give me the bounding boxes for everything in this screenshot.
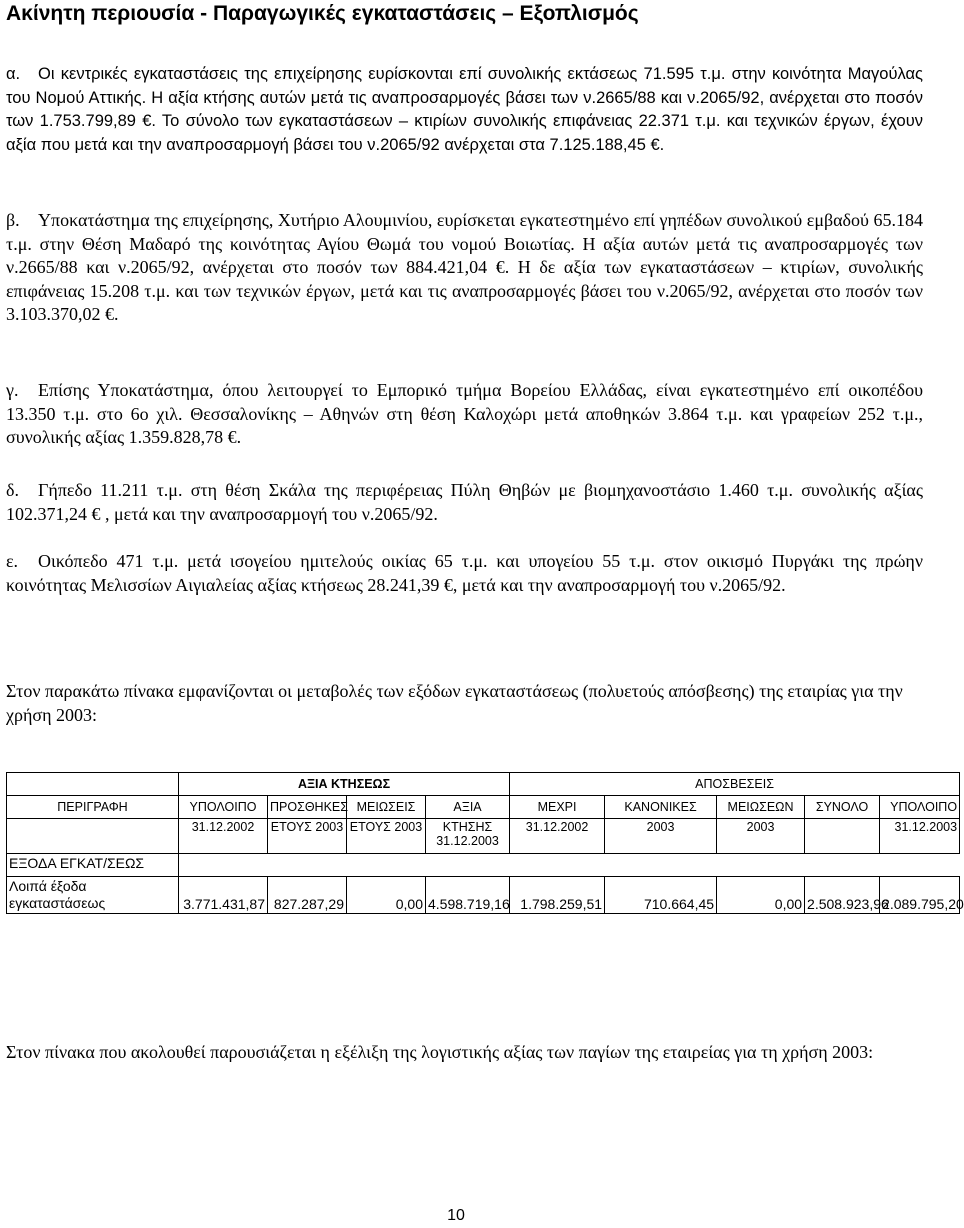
table-date-row <box>7 819 960 854</box>
column-header: ΠΡΟΣΘΗΚΕΣ <box>268 796 347 819</box>
row-value: 2.508.923,96 <box>805 877 880 914</box>
document-page <box>6 0 964 1228</box>
paragraph-label: α. <box>6 65 21 83</box>
column-header: ΜΕΙΩΣΕΙΣ <box>347 796 426 819</box>
row-value: 4.598.719,16 <box>426 877 510 914</box>
column-header: ΠΕΡΙΓΡΑΦΗ <box>7 796 179 819</box>
table-column-header-row <box>7 796 960 819</box>
group-depreciation-header: ΑΠΟΣΒΕΣΕΙΣ <box>510 773 960 796</box>
paragraph-text: Επίσης Υποκατάστημα, όπου λειτουργεί το Εμπορικό τμήμα Βορείου Ελλάδας, είναι εγκατεστημένο επί οικοπέδου 13.350 τ.μ. στο 6ο χιλ. Θεσσαλονίκης – Αθηνών στη θέση Καλοχώρι μετά αποθηκών 3.864 τ.μ. και γραφείων 252 τ.μ., συνολικής αξίας 1.359.828,78 €. <box>6 380 923 447</box>
date-cell: ΕΤΟΥΣ 2003 <box>268 819 347 854</box>
table-group-header-row <box>7 773 960 796</box>
column-header: ΣΥΝΟΛΟ <box>805 796 880 819</box>
installation-expenses-table <box>6 772 964 914</box>
row-value: 2.089.795,20 <box>880 877 960 914</box>
table-row <box>7 877 960 914</box>
date-cell: 31.12.2002 <box>179 819 268 854</box>
page-number: 10 <box>447 1207 465 1224</box>
date-cell: 31.12.2002 <box>510 819 605 854</box>
row-value: 0,00 <box>717 877 805 914</box>
date-cell: 31.12.2003 <box>880 819 960 854</box>
row-value: 3.771.431,87 <box>179 877 268 914</box>
date-cell <box>7 819 179 854</box>
paragraph-text: Γήπεδο 11.211 τ.μ. στη θέση Σκάλα της περιφέρειας Πύλη Θηβών με βιομηχανοστάσιο 1.460 τ.μ. συνολικής αξίας 102.371,24 € , μετά και την αναπροσαρμογή του ν.2065/92. <box>6 480 923 524</box>
paragraph-e <box>6 550 923 597</box>
row-value: 0,00 <box>347 877 426 914</box>
row-value: 827.287,29 <box>268 877 347 914</box>
date-cell: ΚΤΗΣΗΣ 31.12.2003 <box>426 819 510 854</box>
column-header: ΜΕΙΩΣΕΩΝ <box>717 796 805 819</box>
paragraph-a <box>6 63 923 157</box>
paragraph-text: Υποκατάστημα της επιχείρησης, Χυτήριο Αλουμινίου, ευρίσκεται εγκατεστημένο επί γηπέδων συνολικού εμβαδού 65.184 τ.μ. στην Θέση Μαδαρό της κοινότητας Αγίου Θωμά του νομού Βοιωτίας. Η αξία αυτών μετά τις αναπροσαρμογές των ν.2665/88 και ν.2065/92, ανέρχεται στο ποσόν των 884.421,04 €. Η δε αξία των εγκαταστάσεων – κτιρίων, συνολικής επιφάνειας 15.208 τ.μ. και των τεχνικών έργων, μετά και τις αναπροσαρμογές βάσει του ν.2065/92, ανέρχεται στο ποσόν των 3.103.370,02 €. <box>6 210 923 324</box>
date-cell: 2003 <box>605 819 717 854</box>
paragraph-d <box>6 479 923 526</box>
table-intro: Στον παρακάτω πίνακα εμφανίζονται οι μεταβολές των εξόδων εγκαταστάσεως (πολυετούς απόσβεσης) της εταιρίας για την χρήση 2003: <box>6 681 903 725</box>
section-label: ΕΞΟΔΑ ΕΓΚΑΤ/ΣΕΩΣ <box>7 854 179 877</box>
date-cell <box>805 819 880 854</box>
row-value: 710.664,45 <box>605 877 717 914</box>
column-header: ΚΑΝΟΝΙΚΕΣ <box>605 796 717 819</box>
row-description: Λοιπά έξοδα εγκαταστάσεως <box>7 877 179 914</box>
paragraph-label: γ. <box>6 380 19 400</box>
paragraph-c <box>6 379 923 450</box>
paragraph-text: Οι κεντρικές εγκαταστάσεις της επιχείρησης ευρίσκονται επί συνολικής εκτάσεως 71.595 τ.μ. στην κοινότητα Μαγούλας του Νομού Αττικής. Η αξία κτήσης αυτών μετά τις αναπροσαρμογές βάσει των ν.2665/88 και ν.2065/92, ανέρχεται στο ποσόν των 1.753.799,89 €. Το σύνολο των εγκαταστάσεων – κτιρίων συνολικής επιφάνειας 22.371 τ.μ. και τεχνικών έργων, έχουν αξία που μετά και την αναπροσαρμογή βάσει του ν.2065/92 ανέρχεται στα 7.125.188,45 €. <box>6 65 923 154</box>
closing-text: Στον πίνακα που ακολουθεί παρουσιάζεται η εξέλιξη της λογιστικής αξίας των παγίων της εταιρείας για τη χρήση 2003: <box>6 1042 874 1062</box>
column-header: ΥΠΟΛΟΙΠΟ <box>880 796 960 819</box>
column-header: ΥΠΟΛΟΙΠΟ <box>179 796 268 819</box>
paragraph-label: β. <box>6 210 20 230</box>
date-cell: 2003 <box>717 819 805 854</box>
column-header: ΑΞΙΑ <box>426 796 510 819</box>
paragraph-text: Οικόπεδο 471 τ.μ. μετά ισογείου ημιτελούς οικίας 65 τ.μ. και υπογείου 55 τ.μ. στον οικισμό Πυργάκι της πρώην κοινότητας Μελισσίων Αιγιαλείας αξίας κτήσεως 28.241,39 €, μετά και την αναπροσαρμογή του ν.2065/92. <box>6 551 923 595</box>
paragraph-b <box>6 209 923 327</box>
group-acquisition-header: ΑΞΙΑ ΚΤΗΣΕΩΣ <box>179 773 510 796</box>
table-section-row <box>7 854 960 877</box>
date-cell: ΕΤΟΥΣ 2003 <box>347 819 426 854</box>
paragraph-label: δ. <box>6 480 19 500</box>
column-header: ΜΕΧΡΙ <box>510 796 605 819</box>
page-title: Ακίνητη περιουσία - Παραγωγικές εγκαταστάσεις – Εξοπλισμός <box>6 2 639 25</box>
row-value: 1.798.259,51 <box>510 877 605 914</box>
paragraph-label: ε. <box>6 551 19 571</box>
